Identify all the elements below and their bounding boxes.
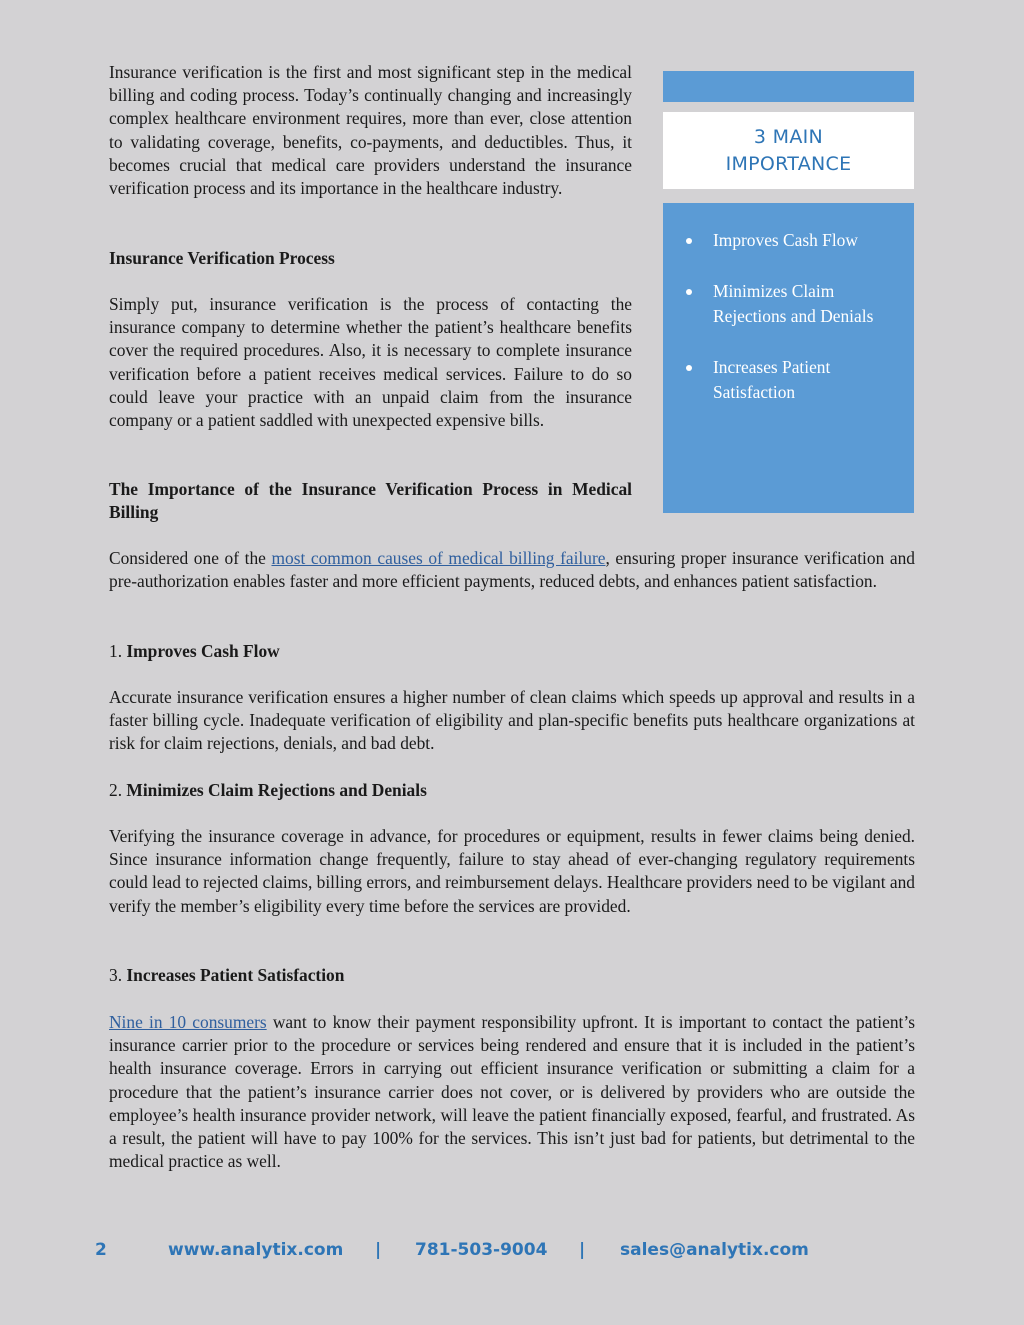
page-footer xyxy=(0,1240,1024,1266)
process-paragraph: Simply put, insurance verification is the process of contacting the insurance company to determine whether the patient’s healthcare benefits cover the required procedures. Also, it is necessary to complete insurance verification before a patient receives medical services. Failure to do so could leave your practice with an unpaid claim from the insurance company or a patient saddled with unexpected expensive bills. xyxy=(109,294,632,431)
sidebar-top-bar xyxy=(663,71,914,102)
considered-text-before: Considered one of the xyxy=(109,548,272,568)
section-2-title: Minimizes Claim Rejections and Denials xyxy=(126,780,427,800)
footer-website-link[interactable]: www.analytix.com xyxy=(168,1240,344,1260)
considered-text-after: , ensuring proper insurance verification and pre-authorization enables faster and more efficient payments, reduced debts, and enhances patient satisfaction. xyxy=(109,548,915,592)
bullet-icon xyxy=(686,289,692,295)
footer-phone[interactable]: 781-503-9004 xyxy=(415,1240,548,1260)
sidebar-item-label: Improves Cash Flow xyxy=(713,230,858,250)
sidebar-title-line1: 3 MAIN xyxy=(753,125,824,148)
consumers-link[interactable]: Nine in 10 consumers xyxy=(109,1012,267,1032)
intro-paragraph: Insurance verification is the first and most significant step in the medical billing and coding process. Today’s continually changing and increasingly complex healthcare environment requires, more than ever, close attention to validating coverage, benefits, co-payments, and deductibles. Thus, it becomes crucial that medical care providers understand the insurance verification process and its importance in the healthcare industry. xyxy=(109,62,632,199)
sidebar-item-label: Increases Patient Satisfaction xyxy=(713,357,831,402)
section-3-title: Increases Patient Satisfaction xyxy=(126,965,345,985)
footer-separator: | xyxy=(375,1240,382,1260)
process-heading: Insurance Verification Process xyxy=(109,248,335,268)
footer-separator: | xyxy=(579,1240,586,1260)
importance-heading: The Importance of the Insurance Verification Process in Medical Billing xyxy=(109,479,632,523)
section-1-number: 1. xyxy=(109,641,123,661)
billing-failure-link[interactable]: most common causes of medical billing failure xyxy=(271,548,606,568)
section-2-number: 2. xyxy=(109,780,123,800)
section-2-paragraph: Verifying the insurance coverage in advance, for procedures or equipment, results in fewer claims being denied. Since insurance information change frequently, failure to stay ahead of ever-changing regulatory requirements could lead to rejected claims, billing errors, and reimbursement delays. Healthcare providers need to be vigilant and verify the member’s eligibility every time before the services are provided. xyxy=(109,826,915,916)
section-1-heading xyxy=(109,640,915,663)
bullet-icon xyxy=(686,238,692,244)
section-3-number: 3. xyxy=(109,965,123,985)
sidebar-title xyxy=(663,112,914,189)
section-1-paragraph: Accurate insurance verification ensures a higher number of clean claims which speeds up approval and results in a faster billing cycle. Inadequate verification of eligibility and plan-specific benefits puts healthcare organizations at risk for claim rejections, denials, and bad debt. xyxy=(109,687,915,754)
page-number: 2 xyxy=(95,1240,107,1260)
section-3-heading xyxy=(109,964,915,987)
bullet-icon xyxy=(686,365,692,371)
section-3-text: want to know their payment responsibility upfront. It is important to contact the patient’s insurance carrier prior to the procedure or services being rendered and ensure that it is included in the patient’s health insurance coverage. Errors in carrying out efficient insurance verification or submitting a claim for a procedure that the patient’s insurance carrier does not cover, or is delivered by providers who are outside the employee’s health insurance provider network, will leave the patient financially exposed, fearful, and frustrated. As a result, the patient will have to pay 100% for the services. This isn’t just bad for patients, but detrimental to the medical practice as well. xyxy=(109,1012,915,1172)
footer-email-link[interactable]: sales@analytix.com xyxy=(620,1240,809,1260)
section-2-heading xyxy=(109,779,915,802)
sidebar-item-label: Minimizes Claim Rejections and Denials xyxy=(713,281,874,326)
section-1-title: Improves Cash Flow xyxy=(126,641,280,661)
considered-paragraph xyxy=(109,547,915,593)
sidebar-list-box xyxy=(663,203,914,513)
section-3-paragraph xyxy=(109,1011,915,1173)
sidebar-title-line2: IMPORTANCE xyxy=(725,152,852,175)
